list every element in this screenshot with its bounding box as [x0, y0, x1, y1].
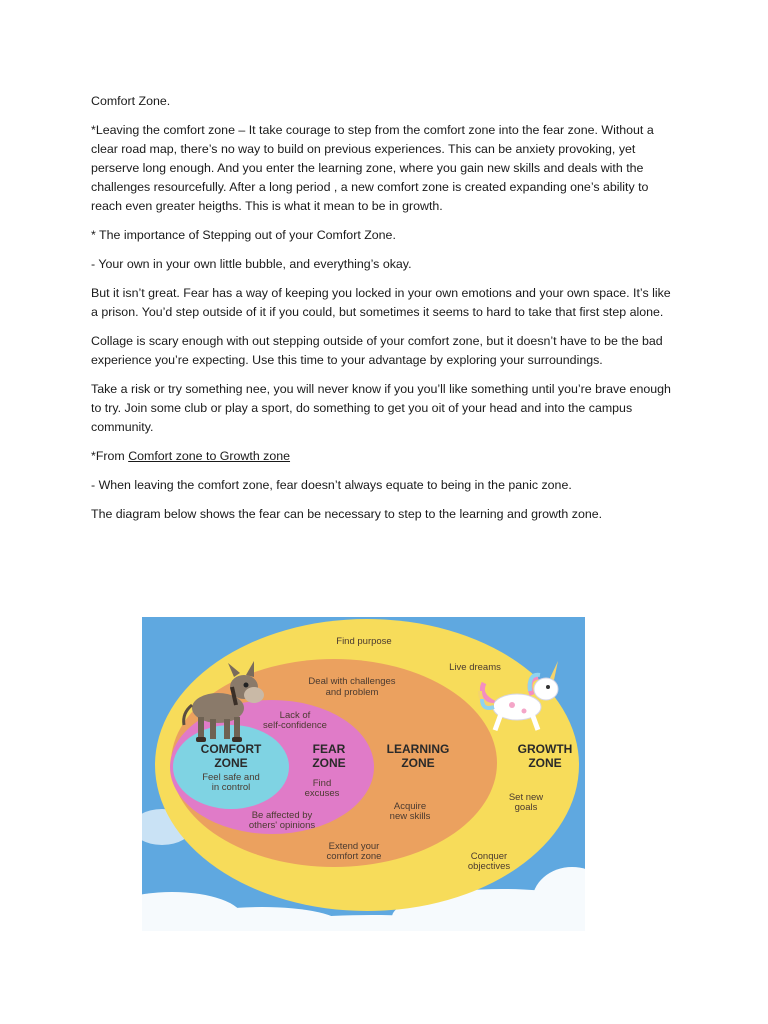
- label-feel-safe-1: Feel safe and: [202, 772, 260, 783]
- paragraph-panic-zone: - When leaving the comfort zone, fear doesn’t always equate to being in the panic zone.: [91, 478, 572, 492]
- growth-zone-title-2: ZONE: [528, 756, 562, 770]
- label-extend-comfort-2: comfort zone: [326, 851, 382, 862]
- comfort-zone-title-2: ZONE: [214, 756, 248, 770]
- label-extend-comfort-1: Extend your: [328, 841, 380, 852]
- label-acquire-skills-2: new skills: [389, 811, 431, 822]
- from-prefix: *From: [91, 449, 129, 463]
- label-lack-confidence-2: self-confidence: [263, 720, 327, 731]
- label-feel-safe-2: in control: [211, 782, 251, 793]
- learning-zone-title-2: ZONE: [401, 756, 435, 770]
- label-set-goals-2: goals: [514, 802, 538, 813]
- comfort-to-growth-link[interactable]: Comfort zone to Growth zone: [128, 449, 291, 463]
- label-find-excuses-1: Find: [312, 778, 332, 789]
- label-live-dreams: Live dreams: [449, 662, 501, 673]
- learning-zone-title-1: LEARNING: [386, 742, 450, 756]
- paragraph-fear-prison: But it isn’t great. Fear has a way of keeping you locked in your own emotions and your own space. It’s like a prison. You’d step outside of it if you could, but sometimes it seems to hard to take that first step alone.: [91, 286, 671, 319]
- paragraph-college: Collage is scary enough with out stepping outside of your comfort zone, but it doesn’t have to be the bad experience you’re expecting. Use this time to your advantage by exploring your surroundings.: [91, 334, 663, 367]
- comfort-zone-title-1: COMFORT: [200, 742, 262, 756]
- label-find-purpose: Find purpose: [336, 636, 392, 647]
- diagram-svg: [142, 617, 585, 931]
- paragraph-from-comfort-to-growth: [91, 447, 681, 466]
- paragraph-take-risk: Take a risk or try something nee, you will never know if you you’ll like something until you’re brave enough to try. Join some club or play a sport, do something to get you oit of your head and into the campus community.: [91, 382, 671, 434]
- comfort-zone-diagram: [142, 617, 585, 931]
- paragraph-diagram-intro: The diagram below shows the fear can be necessary to step to the learning and growth zone.: [91, 507, 603, 521]
- label-affected-opinions-2: others' opinions: [248, 820, 316, 831]
- document-body: [91, 92, 681, 534]
- label-acquire-skills-1: Acquire: [393, 801, 427, 812]
- label-lack-confidence-1: Lack of: [279, 710, 311, 721]
- fear-zone-title-1: FEAR: [312, 742, 346, 756]
- fear-zone-title-2: ZONE: [312, 756, 346, 770]
- label-conquer-objectives-2: objectives: [467, 861, 511, 872]
- paragraph-leaving-comfort-zone: *Leaving the comfort zone – It take courage to step from the comfort zone into the fear zone. Without a clear road map, there’s no way to build on previous experiences. This can be anxiety provoking, yet perserve long enough. And you enter the learning zone, where you gain new skills and deals with the challenges resourcefully. After a long period , a new comfort zone is created expanding one’s ability to reach even greater heigths. This is what it mean to be in growth.: [91, 123, 654, 213]
- doc-title: Comfort Zone.: [91, 94, 171, 108]
- growth-zone-title-1: GROWTH: [517, 742, 573, 756]
- paragraph-importance: * The importance of Stepping out of your Comfort Zone.: [91, 228, 396, 242]
- label-find-excuses-2: excuses: [304, 788, 340, 799]
- label-affected-opinions-1: Be affected by: [251, 810, 313, 821]
- label-deal-challenges-2: and problem: [325, 687, 379, 698]
- label-deal-challenges-1: Deal with challenges: [308, 676, 396, 687]
- paragraph-own-bubble: - Your own in your own little bubble, and everything’s okay.: [91, 257, 412, 271]
- label-set-goals-1: Set new: [508, 792, 544, 803]
- label-conquer-objectives-1: Conquer: [470, 851, 508, 862]
